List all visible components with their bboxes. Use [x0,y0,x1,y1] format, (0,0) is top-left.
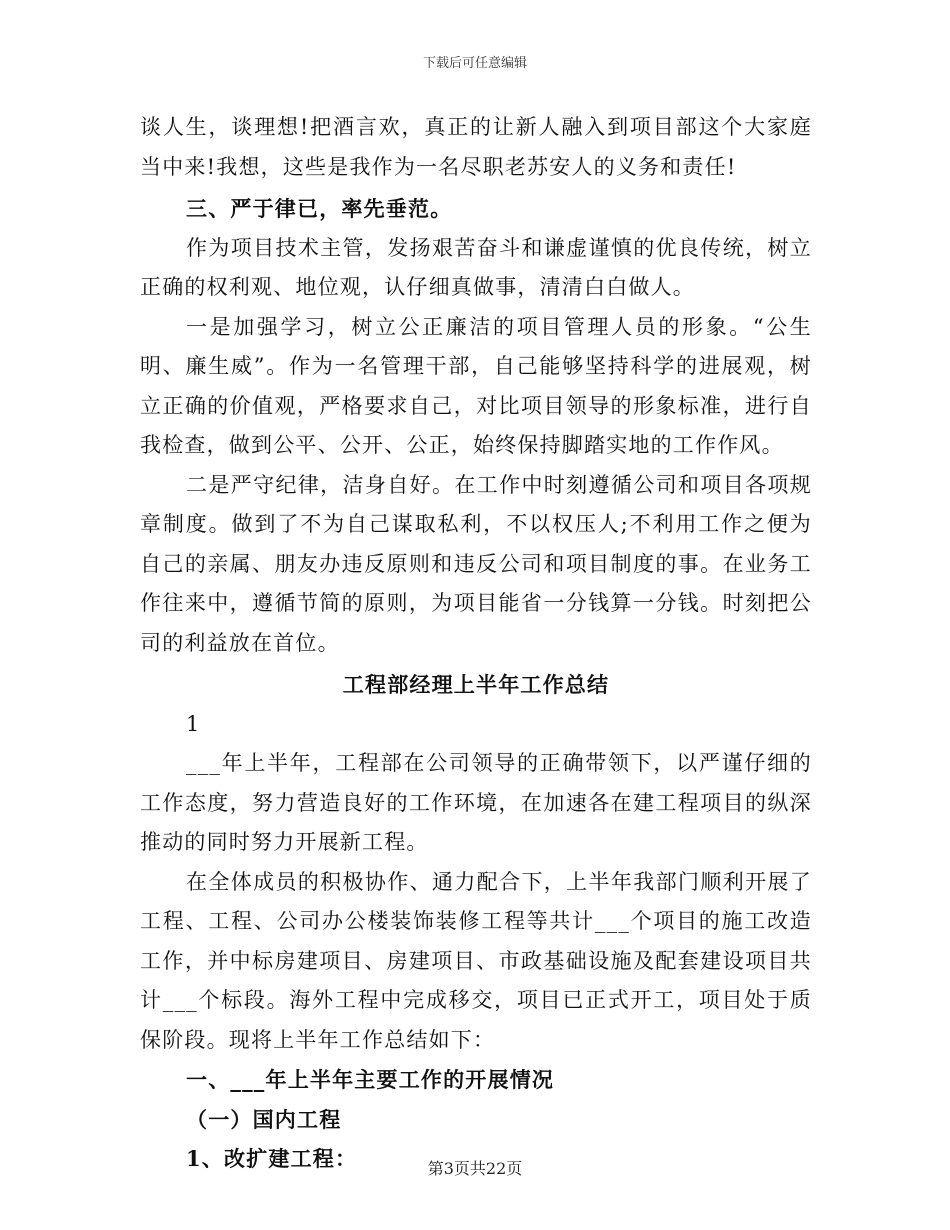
document-title: 工程部经理上半年工作总结 [342,672,610,697]
paragraph-continuation: 谈人生，谈理想!把酒言欢，真正的让新人融入到项目部这个大家庭当中来!我想，这些是我作为一名尽职老苏安人的义务和责任! [140,115,812,179]
paragraph: 一是加强学习，树立公正廉洁的项目管理人员的形象。“公生明、廉生威”。作为一名管理干部，自己能够坚持科学的进展观，树立正确的价值观，严格要求自己，对比项目领导的形象标准，进行自我检查，做到公平、公开、公正，始终保持脚踏实地的工作作风。 [140,314,812,457]
subsection-heading: （一）国内工程 [186,1106,342,1132]
section-number: 1 [186,711,201,736]
page-footer: 第3页共22页 [427,1159,523,1178]
paragraph: 二是严守纪律，洁身自好。在工作中时刻遵循公司和项目各项规章制度。做到了不为自己谋取私利，不以权压人;不利用工作之便为自己的亲属、朋友办违反原则和违反公司和项目制度的事。在业务工作往来中，遵循节简的原则，为项目能省一分钱算一分钱。时刻把公司的利益放在首位。 [140,472,812,655]
paragraph: 在全体成员的积极协作、通力配合下，上半年我部门顺利开展了工程、工程、公司办公楼装饰装修工程等共计___个项目的施工改造工作，并中标房建项目、房建项目、市政基础设施及配套建设项目共计___个标段。海外工程中完成移交，项目已正式开工，项目处于质保阶段。现将上半年工作总结如下： [140,869,812,1052]
page-header: 下载后可任意编辑 [422,56,527,71]
paragraph: 作为项目技术主管，发扬艰苦奋斗和谦虚谨慎的优良传统，树立正确的权利观、地位观，认仔细真做事，清清白白做人。 [140,235,812,299]
section-heading-3: 三、严于律已，率先垂范。 [186,196,453,221]
section-heading-1: 一、___年上半年主要工作的开展情况 [186,1067,555,1092]
document-body [140,108,812,1179]
paragraph: ___年上半年，工程部在公司领导的正确带领下，以严谨仔细的工作态度，努力营造良好的工作环境，在加速各在建工程项目的纵深推动的同时努力开展新工程。 [140,751,812,854]
item-heading: 1、改扩建工程： [186,1146,358,1171]
